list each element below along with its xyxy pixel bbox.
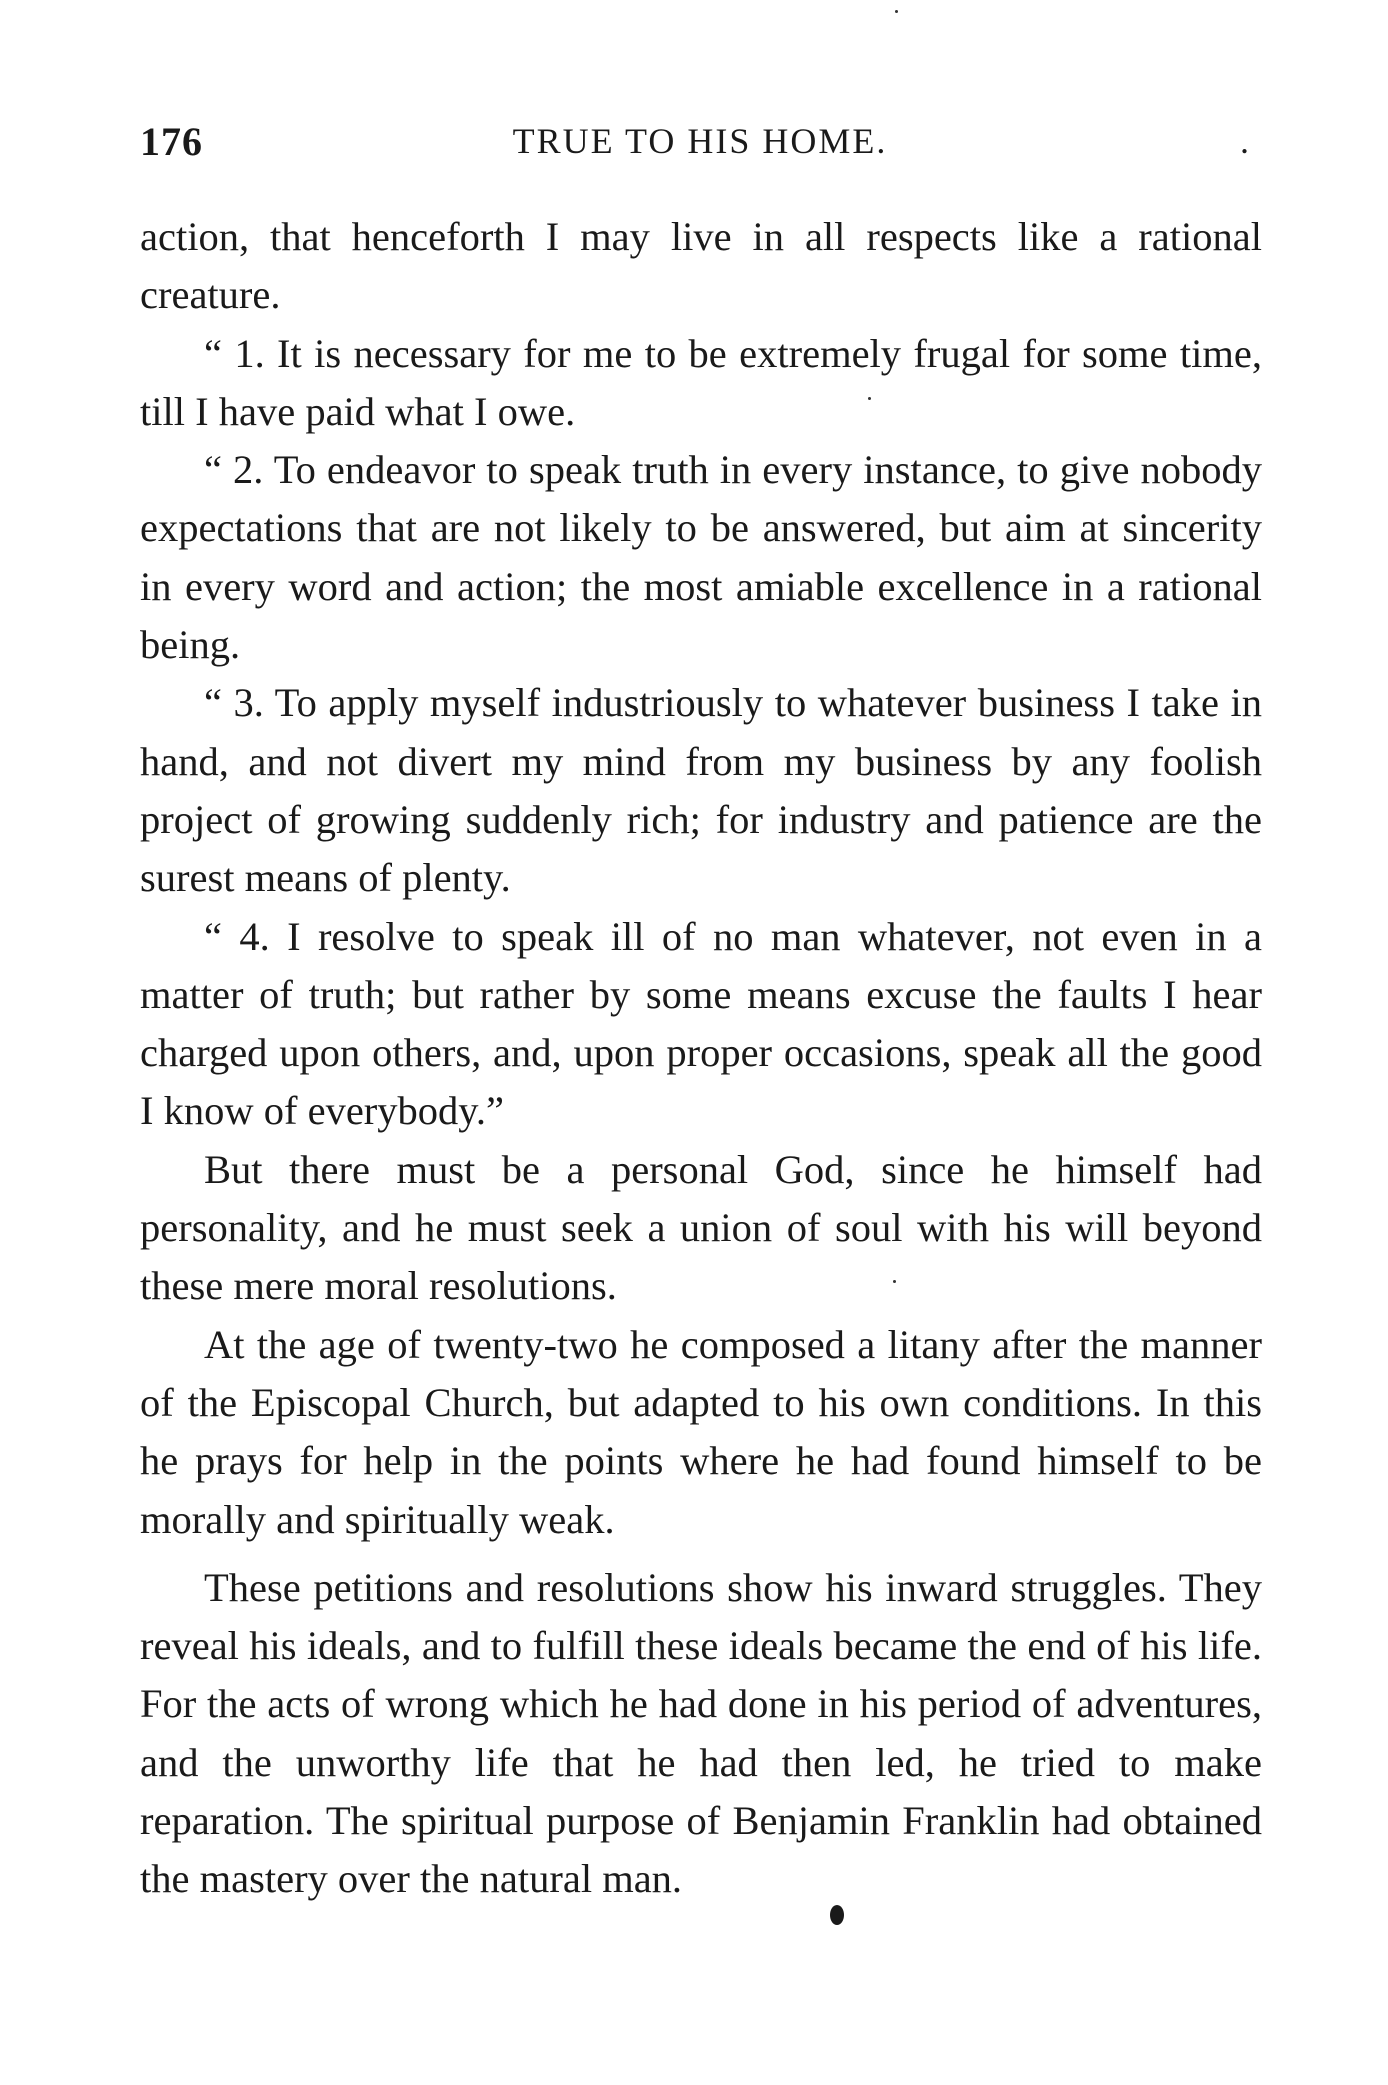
body-text: [140, 208, 1262, 1909]
paragraph-litany: At the age of twenty-two he composed a litany after the manner of the Episcopal Church, but adapted to his own conditions. In this he prays for help in the points where he had found himself to be morally and spiritually weak.: [140, 1321, 1262, 1542]
running-title: TRUE TO HIS HOME.: [512, 121, 888, 161]
header-mark: .: [1240, 121, 1250, 161]
paragraph-resolution-1: “ 1. It is necessary for me to be extremely frugal for some time, till I have paid what I owe.: [140, 330, 1262, 434]
ink-speck: [893, 1280, 896, 1283]
ink-speck: [868, 397, 871, 400]
paragraph-personal-god: But there must be a personal God, since he himself had personality, and he must seek a union of soul with his will beyond these mere moral resolutions.: [140, 1146, 1262, 1309]
ink-blot-mark: [830, 1905, 844, 1925]
paragraph-petitions: These petitions and resolutions show his inward struggles. They reveal his ideals, and to fulfill these ideals became the end of his life. For the acts of wrong which he had done in his period of adventures, and the unworthy life that he had then led, he tried to make reparation. The spiritual purpose of Benjamin Franklin had obtained the mastery over the natural man.: [140, 1564, 1262, 1902]
paragraph-resolution-3: “ 3. To apply myself industriously to whatever business I take in hand, and not divert my mind from my business by any foolish project of growing suddenly rich; for industry and patience are the surest means of plenty.: [140, 680, 1262, 901]
ink-speck: [895, 10, 898, 13]
paragraph-resolution-2: “ 2. To endeavor to speak truth in every instance, to give nobody expectations that are not likely to be answered, but aim at sincerity in every word and action; the most amiable excellence in a rational being.: [140, 447, 1262, 668]
page-number: 176: [140, 119, 203, 164]
paragraph-continuation: action, that henceforth I may live in all respects like a rational creature.: [140, 214, 1262, 318]
paragraph-resolution-4: “ 4. I resolve to speak ill of no man whatever, not even in a matter of truth; but rather by some means excuse the faults I hear charged upon others, and, upon proper occasions, speak all the good I know of everybody.”: [140, 913, 1262, 1134]
page-header: [140, 118, 1260, 178]
